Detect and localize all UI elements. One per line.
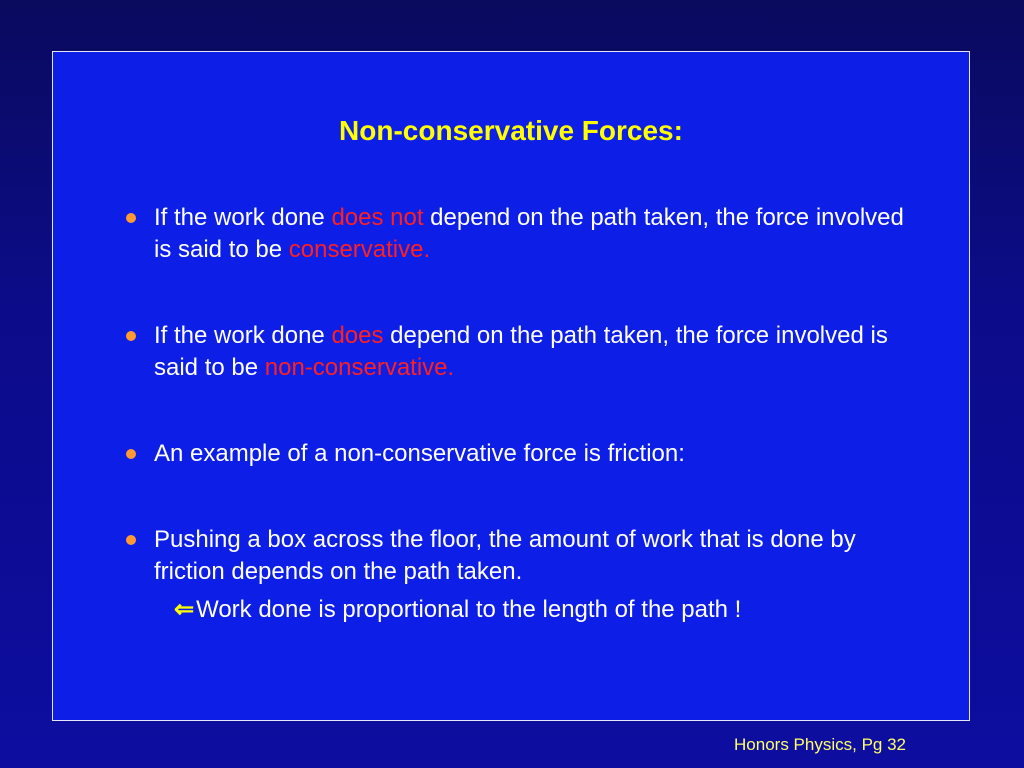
bullet-item xyxy=(126,524,906,626)
bullet-text-mid: depend on the path taken, the force involved is said to be xyxy=(154,204,904,263)
bullet-text: Pushing a box across the floor, the amount of work that is done by friction depends on the path taken. xyxy=(154,526,856,585)
bullet-text-mid: depend on the path taken, the force involved is said to be xyxy=(154,322,888,381)
left-arrow-icon: ⇐ xyxy=(174,596,195,623)
bullet-text-pre: If the work done xyxy=(154,204,332,231)
slide-footer: Honors Physics, Pg 32 xyxy=(734,735,906,754)
sub-point xyxy=(154,594,906,626)
bullet-text: An example of a non-conservative force is friction: xyxy=(154,440,685,467)
slide-title: Non-conservative Forces: xyxy=(339,115,683,146)
bullet-highlight: conservative. xyxy=(288,236,431,263)
bullet-highlight: non-conservative. xyxy=(264,354,455,381)
bullet-item xyxy=(126,202,906,266)
bullet-text-pre: If the work done xyxy=(154,322,332,349)
bullet-icon xyxy=(126,213,136,223)
bullet-list xyxy=(126,202,906,626)
bullet-item xyxy=(126,438,906,470)
bullet-highlight: does xyxy=(331,322,384,349)
sub-point-text: Work done is proportional to the length of the path ! xyxy=(196,596,742,623)
bullet-icon xyxy=(126,449,136,459)
bullet-highlight: does not xyxy=(331,204,424,231)
bullet-item xyxy=(126,320,906,384)
bullet-icon xyxy=(126,535,136,545)
slide-frame xyxy=(52,51,970,721)
bullet-icon xyxy=(126,331,136,341)
